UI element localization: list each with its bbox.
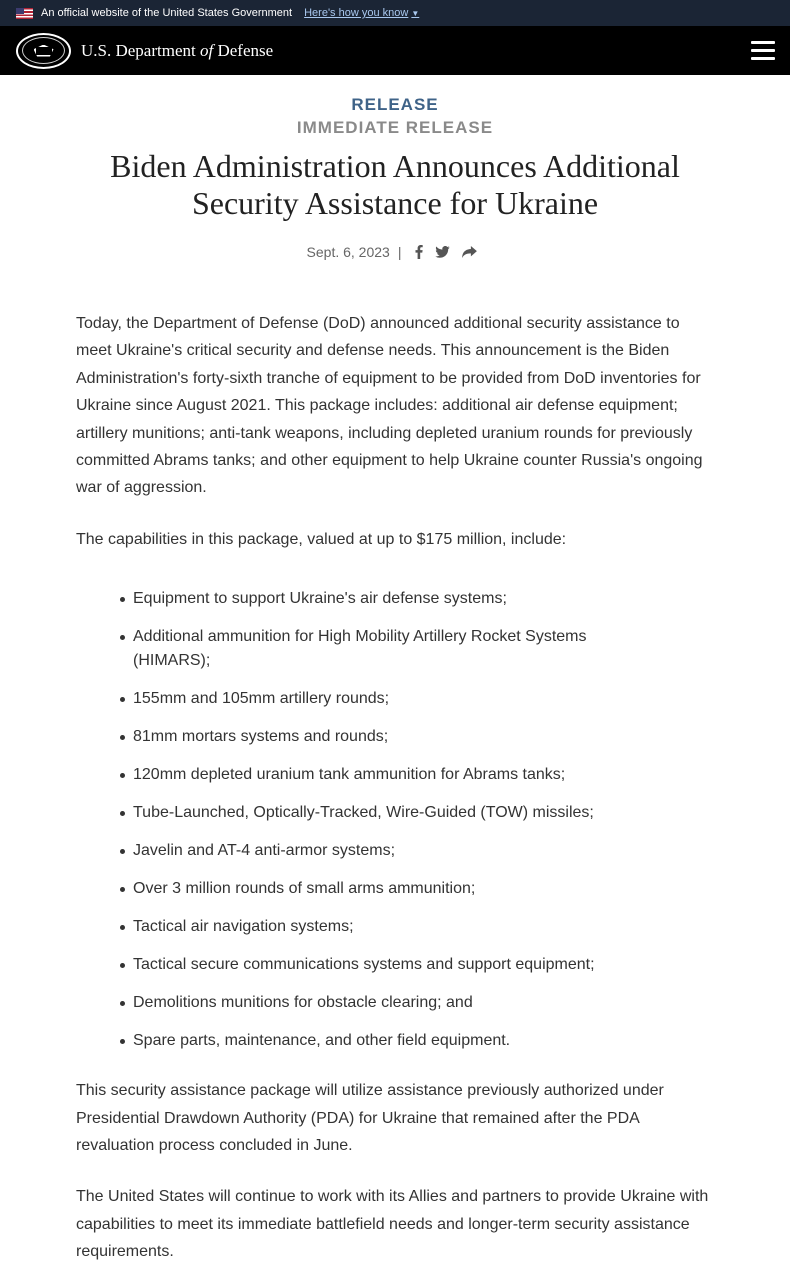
- facebook-icon[interactable]: [415, 245, 423, 259]
- gov-banner-text: An official website of the United States Government: [41, 7, 293, 19]
- site-title-post: Defense: [213, 40, 274, 60]
- immediate-release-kicker: IMMEDIATE RELEASE: [296, 118, 494, 137]
- chevron-down-icon: ▼: [411, 8, 420, 18]
- list-item: 155mm and 105mm artillery rounds;: [118, 687, 618, 711]
- list-item: 120mm depleted uranium tank ammunition for Abrams tanks;: [118, 763, 618, 787]
- list-item: Additional ammunition for High Mobility Artillery Rocket Systems (HIMARS);: [118, 625, 618, 673]
- article-date: Sept. 6, 2023: [306, 244, 390, 260]
- paragraph-intro: Today, the Department of Defense (DoD) announced additional security assistance to meet Ukraine's critical security and defense needs. This announcement is the Biden Administration's forty-sixth tranche of equipment to be provided from DoD inventories for Ukraine since August 2021. This package includes: additional air defense equipment; artillery munitions; anti-tank weapons, including depleted uranium rounds for previously committed Abrams tanks; and other equipment to help Ukraine counter Russia's ongoing war of aggression.: [76, 315, 703, 497]
- list-item: Spare parts, maintenance, and other field equipment.: [118, 1029, 618, 1053]
- list-item: Over 3 million rounds of small arms ammunition;: [118, 877, 618, 901]
- paragraph-allies: The United States will continue to work with its Allies and partners to provide Ukraine with capabilities to meet its immediate battlefield needs and longer-term security assistance requirements.: [76, 1188, 709, 1261]
- menu-bar-bottom: [751, 57, 775, 60]
- share-icon[interactable]: [462, 246, 477, 258]
- list-item: Equipment to support Ukraine's air defense systems;: [118, 587, 618, 611]
- gov-banner: [0, 0, 790, 26]
- site-title-pre: U.S. Department: [81, 40, 200, 60]
- capabilities-list: [118, 587, 618, 1053]
- paragraph-capabilities-intro: The capabilities in this package, valued at up to $175 million, include:: [76, 530, 567, 548]
- meta-separator: |: [397, 244, 402, 260]
- article-meta: [76, 243, 714, 261]
- site-title[interactable]: [81, 41, 273, 61]
- paragraph-pda: This security assistance package will utilize assistance previously authorized under Presidential Drawdown Authority (PDA) for Ukraine that remained after the PDA revaluation process concluded in June.: [76, 1082, 664, 1155]
- list-item: Tactical air navigation systems;: [118, 915, 618, 939]
- heres-how-you-know-label: Here's how you know: [304, 7, 409, 19]
- menu-bar-middle: [751, 49, 775, 52]
- list-item: Demolitions munitions for obstacle clearing; and: [118, 991, 618, 1015]
- seal-inner-ring: [22, 37, 65, 64]
- site-header: [0, 26, 790, 75]
- twitter-icon[interactable]: [435, 246, 450, 258]
- heres-how-you-know-link[interactable]: [304, 7, 419, 19]
- dod-seal-icon[interactable]: [16, 33, 71, 69]
- release-kicker: RELEASE: [351, 95, 439, 114]
- list-item: 81mm mortars systems and rounds;: [118, 725, 618, 749]
- pentagon-icon: [34, 45, 54, 57]
- article: [0, 95, 790, 1266]
- hamburger-menu-icon[interactable]: [751, 41, 775, 60]
- us-flag-icon: [16, 8, 33, 19]
- list-item: Tube-Launched, Optically-Tracked, Wire-Guided (TOW) missiles;: [118, 801, 618, 825]
- list-item: Javelin and AT-4 anti-armor systems;: [118, 839, 618, 863]
- article-title: Biden Administration Announces Additional Security Assistance for Ukraine: [110, 148, 680, 221]
- site-title-of: of: [199, 40, 214, 60]
- article-body: [76, 310, 714, 1266]
- menu-bar-top: [751, 41, 775, 44]
- list-item: Tactical secure communications systems and support equipment;: [118, 953, 618, 977]
